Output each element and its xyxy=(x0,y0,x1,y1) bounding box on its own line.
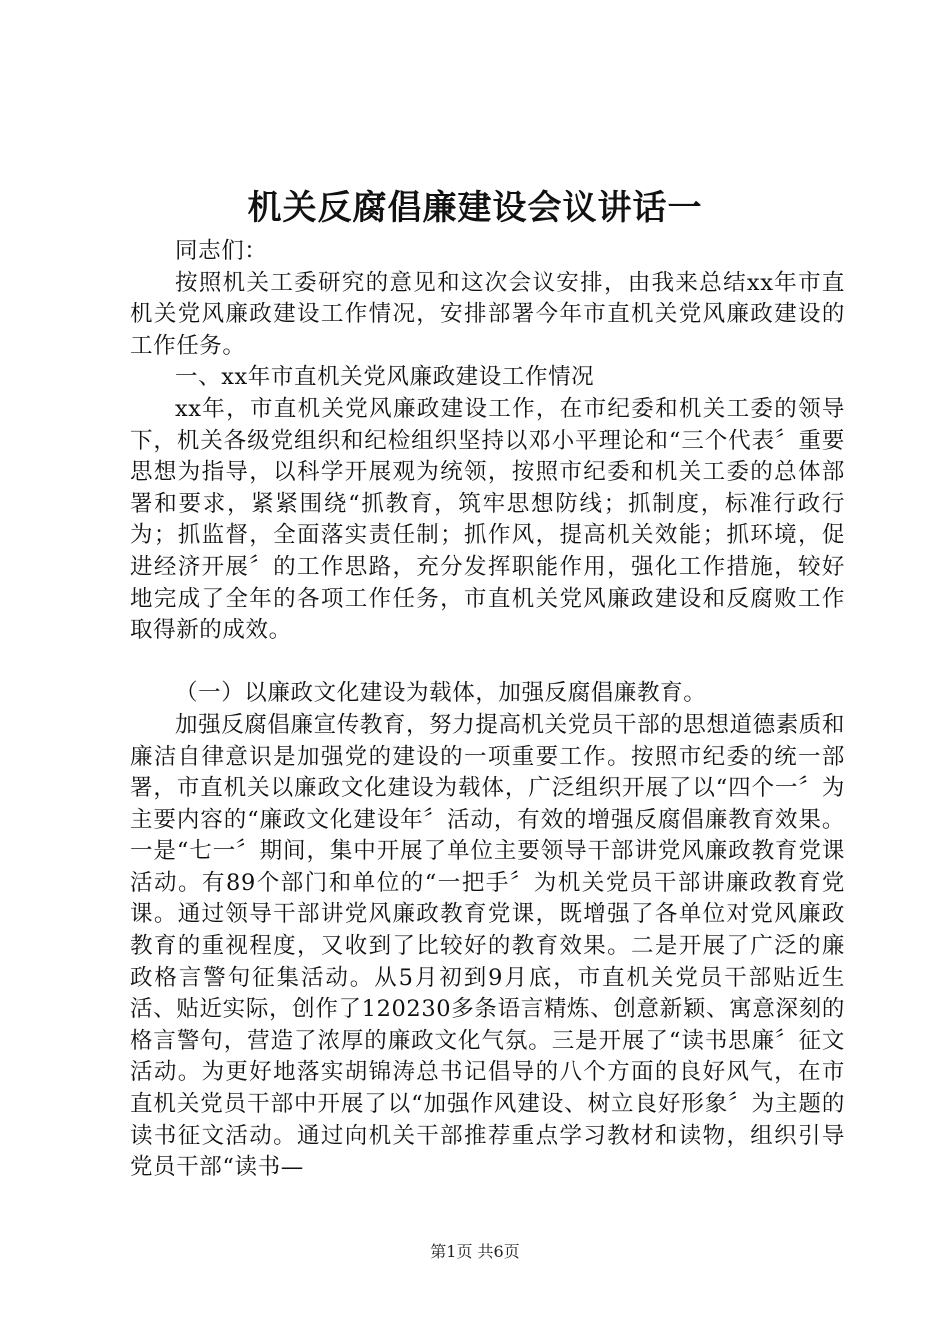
section-heading: 一、xx年市直机关党风廉政建设工作情况 xyxy=(175,364,595,391)
page-footer: 第1页 共6页 xyxy=(430,1242,520,1261)
document-body xyxy=(130,236,845,1184)
subsection-heading: （一）以廉政文化建设为载体，加强反腐倡廉教育。 xyxy=(175,680,707,707)
salutation-paragraph: 同志们： xyxy=(175,238,268,264)
education-paragraph: 加强反腐倡廉宣传教育，努力提高机关党员干部的思想道德素质和廉洁自律意识是加强党的建设的一项重要工作。按照市纪委的统一部署，市直机关以廉政文化建设为载体，广泛组织开展了以“四个一〞为主要内容的“廉政文化建设年〞活动，有效的增强反腐倡廉教育效果。一是“七一〞期间，集中开展了单位主要领导干部讲党风廉政教育党课活动。有89个部门和单位的“一把手〞为机关党员干部讲廉政教育党课。通过领导干部讲党风廉政教育党课，既增强了各单位对党风廉政教育的重视程度，又收到了比较好的教育效果。二是开展了广泛的廉政格言警句征集活动。从5月初到9月底，市直机关党员干部贴近生活、贴近实际，创作了120230多条语言精炼、创意新颖、寓意深刻的格言警句，营造了浓厚的廉政文化气氛。三是开展了“读书思廉〞征文活动。为更好地落实胡锦涛总书记倡导的八个方面的良好风气，在市直机关党员干部中开展了以“加强作风建设、树立良好形象〞为主题的读书征文活动。通过向机关干部推荐重点学习教材和读物，组织引导党员干部“读书— xyxy=(130,711,845,1181)
intro-paragraph: 按照机关工委研究的意见和这次会议安排，由我来总结xx年市直机关党风廉政建设工作情况，安排部署今年市直机关党风廉政建设的工作任务。 xyxy=(130,269,845,359)
summary-paragraph: xx年，市直机关党风廉政建设工作，在市纪委和机关工委的领导下，机关各级党组织和纪检组织坚持以邓小平理论和“三个代表〞重要思想为指导，以科学开展观为统领，按照市纪委和机关工委的总体部署和要求，紧紧围绕“抓教育，筑牢思想防线；抓制度，标准行政行为；抓监督，全面落实责任制；抓作风，提高机关效能；抓环境，促进经济开展〞的工作思路，充分发挥职能作用，强化工作措施，较好地完成了全年的各项工作任务，市直机关党风廉政建设和反腐败工作取得新的成效。 xyxy=(130,395,845,644)
document-title: 机关反腐倡廉建设会议讲话一 xyxy=(247,188,703,228)
